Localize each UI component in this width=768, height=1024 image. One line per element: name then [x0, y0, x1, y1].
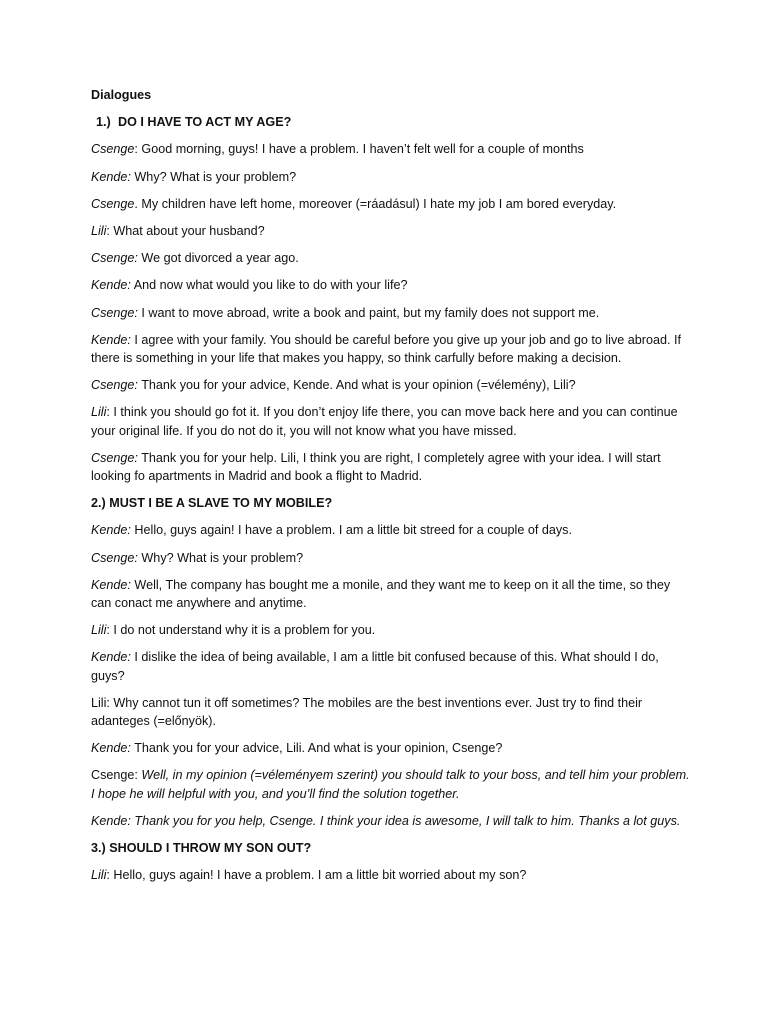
dialogue-line — [91, 521, 691, 539]
line-text: Csenge: — [91, 768, 142, 783]
speaker-name: Csenge: — [91, 550, 138, 565]
dialogue-line — [91, 249, 691, 267]
speaker-name: Kende: — [91, 169, 131, 184]
dialogue-line — [91, 648, 691, 684]
speaker-name: Csenge: — [91, 450, 138, 465]
dialogue-line: Csenge. My children have left home, moreover (=ráadásul) I hate my job I am bored everyday. — [91, 196, 617, 211]
section-heading-2 — [91, 494, 691, 512]
dialogue-line: Lili: What about your husband? — [91, 224, 265, 239]
speaker-name: Kende: — [91, 332, 131, 347]
dialogue-line — [91, 331, 691, 367]
speaker-name: Csenge — [91, 142, 135, 157]
speaker-name: Csenge — [91, 196, 135, 211]
line-text: Hello, guys again! I have a problem. I am a little bit worried about my son? — [113, 868, 527, 883]
section-heading-1 — [91, 113, 691, 131]
line-text: Thank you for your advice, Kende. And what is your opinion (=vélemény), Lili? — [141, 378, 576, 393]
speaker-name: Csenge: — [91, 251, 138, 266]
line-text: Well, The company has bought me a monile, and they want me to keep on it all the time, so they can conact me anywhere and anytime. — [91, 577, 671, 611]
line-text-italic: Kende: Thank you for you help, Csenge. I think your idea is awesome, I will talk to him. Thanks a lot guys. — [91, 813, 681, 828]
dialogue-line — [91, 376, 691, 394]
dialogue-line — [91, 812, 691, 830]
dialogue-line — [91, 304, 691, 322]
dialogue-line — [91, 549, 691, 567]
section-title: SHOULD I THROW MY SON OUT? — [109, 841, 312, 856]
speaker-name: Csenge: — [91, 305, 138, 320]
line-text: My children have left home, moreover (=ráadásul) I hate my job I am bored everyday. — [141, 196, 617, 211]
line-text: I agree with your family. You should be careful before you give up your job and go to live abroad. If there is something in your life that makes you happy, so think carfully before making a decision. — [91, 332, 681, 366]
speaker-name: Csenge: — [91, 378, 138, 393]
dialogue-line — [91, 168, 691, 186]
document-page — [91, 86, 691, 894]
speaker-name: Kende: — [91, 278, 131, 293]
line-text: What about your husband? — [113, 224, 265, 239]
speaker-name: Lili — [91, 224, 107, 239]
document-title: Dialogues — [91, 88, 152, 102]
dialogue-line — [91, 276, 691, 294]
speaker-name: Kende: — [91, 741, 131, 756]
speaker-name: Kende: — [91, 523, 131, 538]
line-text-italic: Well, in my opinion (=véleményem szerint) you should talk to your boss, and tell him your problem. I hope he will helpful with you, and you’ll find the solution together. — [91, 768, 690, 801]
dialogue-line — [91, 766, 691, 802]
section-heading-3 — [91, 839, 691, 857]
dialogue-line: Csenge: Good morning, guys! I have a problem. I haven’t felt well for a couple of months — [91, 142, 584, 157]
dialogue-line: Lili: I think you should go fot it. If you don’t enjoy life there, you can move back here and you can continue your original life. If you do not do it, you will not know what you have missed. — [91, 405, 678, 438]
line-text: Why? What is your problem? — [134, 169, 297, 184]
dialogue-line — [91, 449, 691, 485]
section-number: 3.) — [91, 841, 106, 856]
line-text: We got divorced a year ago. — [141, 251, 299, 266]
speaker-name: Lili — [91, 405, 107, 420]
speaker-name: Lili — [91, 623, 107, 638]
speaker-name: Lili — [91, 868, 107, 883]
dialogue-line: Lili: I do not understand why it is a problem for you. — [91, 623, 376, 638]
line-text: And now what would you like to do with your life? — [133, 278, 408, 293]
section-number: 2.) — [91, 496, 106, 511]
speaker-name: Kende: — [91, 650, 131, 665]
line-text: Hello, guys again! I have a problem. I am a little bit streed for a couple of days. — [134, 523, 572, 538]
speaker-name: Kende: — [91, 577, 131, 592]
line-text: Good morning, guys! I have a problem. I haven’t felt well for a couple of months — [141, 142, 584, 157]
section-title: DO I HAVE TO ACT MY AGE? — [118, 115, 292, 130]
line-text: Thank you for your advice, Lili. And what is your opinion, Csenge? — [134, 741, 503, 756]
line-text: I dislike the idea of being available, I am a little bit confused because of this. What should I do, guys? — [91, 650, 659, 683]
line-text: I think you should go fot it. If you don’t enjoy life there, you can move back here and you can continue your original life. If you do not do it, you will not know what you have missed. — [91, 405, 678, 438]
section-number: 1.) — [96, 115, 111, 130]
line-text: I do not understand why it is a problem for you. — [113, 623, 376, 638]
dialogue-line — [91, 694, 691, 730]
line-text: I want to move abroad, write a book and paint, but my family does not support me. — [141, 305, 600, 320]
dialogue-line: Lili: Hello, guys again! I have a problem. I am a little bit worried about my son? — [91, 868, 527, 883]
line-text: Lili: Why cannot tun it off sometimes? The mobiles are the best inventions ever. Just try to find their adanteges (=előnyök). — [91, 695, 643, 729]
dialogue-line — [91, 576, 691, 612]
section-title: MUST I BE A SLAVE TO MY MOBILE? — [109, 496, 333, 511]
line-text: Thank you for your help. Lili, I think you are right, I completely agree with your idea. I will start looking fo apartments in Madrid and book a flight to Madrid. — [91, 450, 661, 484]
line-text: Why? What is your problem? — [141, 550, 304, 565]
dialogue-line — [91, 739, 691, 757]
